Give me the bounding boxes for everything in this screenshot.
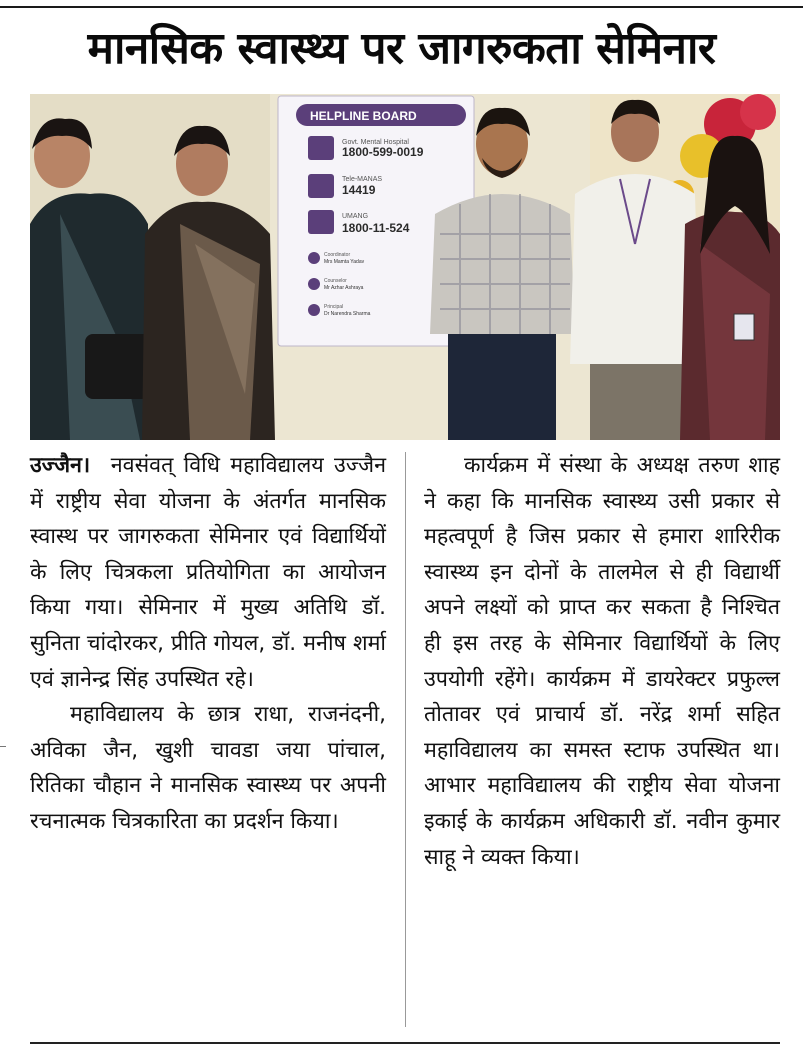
headline: मानसिक स्वास्थ्य पर जागरुकता सेमिनार: [87, 23, 716, 74]
top-rule: [0, 6, 803, 8]
board-entry-label: Tele-MANAS: [342, 176, 383, 183]
article-paragraph: महाविद्यालय के छात्र राधा, राजनंदनी, अविका जैन, खुशी चावडा जया पांचाल, रितिका चौहान ने मानसिक स्वास्थ्य पर अपनी रचनात्मक चित्रकारिता का प्रदर्शन किया।: [30, 702, 386, 834]
edge-mark: [0, 746, 6, 747]
contact-role: Counselor: [324, 278, 347, 284]
board-entry-number: 1800-599-0019: [342, 145, 424, 159]
board-entry-label: Govt. Mental Hospital: [342, 139, 409, 146]
board-entry-number: 1800-11-524: [342, 221, 410, 235]
contact-name: Mr Azhar Ashraya: [324, 285, 364, 291]
article-left-column: [30, 448, 386, 840]
event-photo-illustration: [30, 94, 780, 440]
event-photo: [30, 94, 780, 440]
board-entry-number: 14419: [342, 183, 376, 197]
contact-role: Coordinator: [324, 252, 351, 258]
bottom-rule: [30, 1042, 780, 1044]
board-entry-label: UMANG: [342, 213, 369, 220]
contact-role: Principal: [324, 304, 344, 310]
paragraph-text: नवसंवत् विधि महाविद्यालय उज्जैन में राष्ट्रीय सेवा योजना के अंतर्गत मानसिक स्वास्थ पर जागरुकता सेमिनार एवं विद्यार्थियों के लिए चित्रकला प्रतियोगिता का आयोजन किया गया। सेमिनार में मुख्य अतिथि डॉ. सुनिता चांदोरकर, प्रीति गोयल, डॉ. मनीष शर्मा एवं ज्ञानेन्द्र सिंह उपस्थित रहे।: [30, 453, 386, 692]
contact-name: Dr Narendra Sharma: [324, 311, 371, 317]
article-paragraph: कार्यक्रम में संस्था के अध्यक्ष तरुण शाह ने कहा कि मानसिक स्वास्थ्य उसी प्रकार से महत्वपूर्ण है जिस प्रकार से हमारा शारिरीक स्वास्थ्य इन दोनों के तालमेल से ही विद्यार्थी अपने लक्ष्यों को प्राप्त कर सकता है निश्चित ही इस तरह के सेमिनार विद्यार्थियों के लिए उपयोगी रहेंगे। कार्यक्रम में डायरेक्टर प्रफुल्ल तोतावर एवं प्राचार्य डॉ. नरेंद्र शर्मा सहित महाविद्यालय का समस्त स्टाफ उपस्थित था। आभार महाविद्यालय की राष्ट्रीय सेवा योजना इकाई के कार्यक्रम अधिकारी डॉ. नवीन कुमार साहू ने व्यक्त किया।: [424, 453, 780, 870]
article-paragraph: [30, 448, 386, 697]
dateline: उज्जैन।: [30, 453, 91, 478]
contact-name: Mrs Mamta Yadav: [324, 259, 365, 265]
board-title: HELPLINE BOARD: [310, 109, 417, 123]
article-right-column: [424, 448, 780, 875]
column-divider: [405, 452, 406, 1027]
